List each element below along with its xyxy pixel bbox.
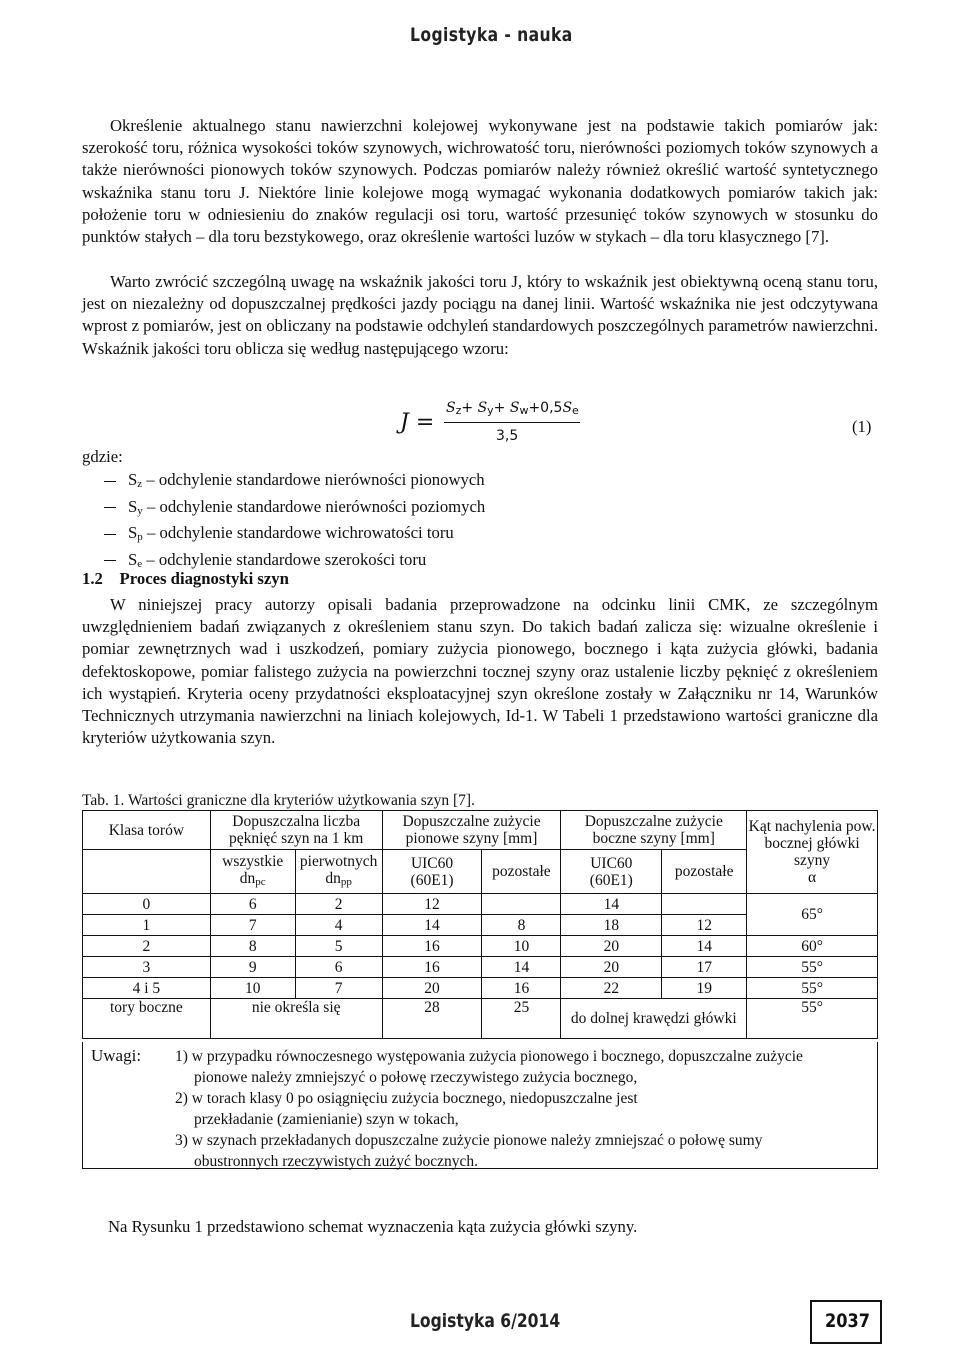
cell-pion-poz: 10 (482, 936, 561, 957)
page-number-box (810, 1300, 882, 1344)
cell-pion-poz: 25 (482, 999, 561, 1039)
header-klasa: Klasa torów (83, 811, 211, 850)
cell-pion-uic: 12 (382, 894, 482, 915)
note-line: przekładanie (zamienianie) szyn w tokach, (194, 1111, 459, 1128)
definition-item: Sz – odchylenie standardowe nierówności pionowych (104, 469, 485, 496)
cell-bocz-uic: 20 (561, 957, 662, 978)
table-caption: Tab. 1. Wartości graniczne dla kryteriów użytkowania szyn [7]. (82, 792, 475, 809)
formula-numerator: Sz+ Sy+ Sw+0,5Se (446, 400, 579, 417)
paragraph-quality-index: Warto zwrócić szczególną uwagę na wskaźnik jakości toru J, który to wskaźnik jest obiektywną oceną stanu toru, jest on niezależny od dopuszczalnej prędkości jazdy pociągu na danej linii. Wartość wskaźnika nie jest odczytywana wprost z pomiarów, jest on obliczany na podstawie odchyleń standardowych poszczególnych parametrów nawierzchni. Wskaźnik jakości toru oblicza się według następującego wzoru: (82, 272, 878, 358)
cell-pierwotnych: 7 (295, 978, 382, 999)
cell-wszystkie: 8 (210, 936, 295, 957)
cell-klasa: 1 (83, 915, 211, 936)
cell-klasa: 2 (83, 936, 211, 957)
cell-klasa: 0 (83, 894, 211, 915)
cell-boczne: do dolnej krawędzi główki (561, 999, 747, 1039)
cell-liczba: nie określa się (210, 999, 382, 1039)
dash-bullet (104, 507, 116, 508)
cell-pierwotnych: 5 (295, 936, 382, 957)
definition-item: Se – odchylenie standardowe szerokości toru (104, 549, 485, 576)
cell-wszystkie: 7 (210, 915, 295, 936)
cell-pion-uic: 16 (382, 936, 482, 957)
fraction-bar (444, 422, 580, 423)
cell-pion-uic: 20 (382, 978, 482, 999)
cell-wszystkie: 6 (210, 894, 295, 915)
cell-wszystkie: 10 (210, 978, 295, 999)
cell-klasa: 4 i 5 (83, 978, 211, 999)
definition-item: Sp – odchylenie standardowe wichrowatości toru (104, 522, 485, 549)
cell-angle: 60° (747, 936, 878, 957)
table-row (83, 978, 878, 999)
cell-angle: 55° (747, 978, 878, 999)
dash-bullet (104, 560, 116, 561)
cell-pierwotnych: 6 (295, 957, 382, 978)
cell-angle: 55° (747, 999, 878, 1039)
cell-bocz-uic: 20 (561, 936, 662, 957)
page-number: 2037 (825, 1310, 870, 1332)
where-label: gdzie: (82, 447, 123, 466)
subheader-pierwotnych: pierwotnych dnpp (295, 850, 382, 894)
cell-bocz-uic: 18 (561, 915, 662, 936)
cell-pierwotnych: 2 (295, 894, 382, 915)
cell-bocz-poz: 12 (662, 915, 747, 936)
note-line: obustronnych rzeczywistych zużyć bocznych. (194, 1153, 479, 1170)
table-row (83, 894, 878, 915)
section-heading: 1.2 Proces diagnostyki szyn (82, 569, 289, 588)
paragraph-rail-diagnostics: W niniejszej pracy autorzy opisali badania przeprowadzone na odcinku linii CMK, ze szczególnym uwzględnieniem badań związanych z określeniem stanu szyn. Do takich badań zalicza się: wizualne określenie i pomiar zewnętrznych wad i uszkodzeń, pomiary zużycia pionowego, bocznego i kąta zużycia główki, badania defektoskopowe, pomiar falistego zużycia na powierzchni tocznej szyny oraz ustalenie liczby pęknięć z określeniem ich wystąpień. Kryteria oceny przydatności eksploatacyjnej szyn określone zostały w Załączniku nr 14, Warunków Technicznych utrzymania nawierzchni na liniach kolejowych, Id-1. W Tabeli 1 przedstawiono wartości graniczne dla kryteriów użytkowania szyn. (82, 595, 878, 748)
dash-bullet (104, 534, 116, 535)
rail-limits-table (82, 810, 878, 1039)
header-kat: Kąt nachylenia pow. bocznej główki szyny α (747, 811, 878, 894)
cell-klasa: 3 (83, 957, 211, 978)
cell-pion-uic: 28 (382, 999, 482, 1039)
note-line: 2) w torach klasy 0 po osiągnięciu zużycia bocznego, niedopuszczalne jest (175, 1090, 638, 1107)
cell-bocz-poz: 14 (662, 936, 747, 957)
cell-pion-poz (482, 894, 561, 915)
cell-bocz-uic: 22 (561, 978, 662, 999)
table-row (83, 999, 878, 1039)
cell-wszystkie: 9 (210, 957, 295, 978)
cell-angle: 55° (747, 957, 878, 978)
header-boczne: Dopuszczalne zużycie boczne szyny [mm] (561, 811, 747, 850)
header-pekniecia: Dopuszczalna liczba pęknięć szyn na 1 km (210, 811, 382, 850)
table-notes (82, 1042, 878, 1169)
subheader-uic60-bocz: UIC60 (60E1) (561, 850, 662, 894)
note-line: 3) w szynach przekładanych dopuszczalne zużycie pionowe należy zmniejszać o połowę sumy (175, 1132, 763, 1149)
cell-angle-65: 65° (747, 894, 878, 936)
header-klasa-empty (83, 850, 211, 894)
table-row (83, 936, 878, 957)
cell-bocz-poz (662, 894, 747, 915)
equation-number: (1) (852, 417, 872, 436)
paragraph-measurements: Określenie aktualnego stanu nawierzchni kolejowej wykonywane jest na podstawie takich pomiarów jak: szerokość toru, różnica wysokości toków szynowych, wichrowatość toru, nierówności poziomych toków szynowych a także nierówności pionowych toków szynowych. Podczas pomiarów należy również określić wartość syntetycznego wskaźnika stanu toru J. Niektóre linie kolejowe mogą wymagać wykonania dodatkowych pomiarów takich jak: położenie toru w odniesieniu do znaków regulacji osi toru, wartość przesunięć toków szynowych w stosunku do punktów stałych – dla toru bezstykowego, oraz określenie wartości luzów w stykach – dla toru klasycznego [7]. (82, 116, 878, 247)
note-line: 1) w przypadku równoczesnego występowania zużycia pionowego i bocznego, dopuszczalne zużycie (175, 1048, 803, 1065)
subheader-pozostale-bocz: pozostałe (662, 850, 747, 894)
subheader-wszystkie: wszystkie dnpc (210, 850, 295, 894)
closing-sentence: Na Rysunku 1 przedstawiono schemat wyznaczenia kąta zużycia główki szyny. (108, 1217, 638, 1236)
cell-bocz-poz: 19 (662, 978, 747, 999)
table-row (83, 957, 878, 978)
note-line: pionowe należy zmniejszyć o połowę rzeczywistego zużycia bocznego, (194, 1069, 638, 1086)
cell-klasa: tory boczne (83, 999, 211, 1039)
cell-bocz-uic: 14 (561, 894, 662, 915)
definition-item: Sy – odchylenie standardowe nierówności poziomych (104, 496, 485, 523)
cell-pion-uic: 14 (382, 915, 482, 936)
formula-denominator: 3,5 (496, 428, 519, 444)
notes-label: Uwagi: (91, 1046, 142, 1065)
header-pionowe: Dopuszczalne zużycie pionowe szyny [mm] (382, 811, 561, 850)
cell-pion-uic: 16 (382, 957, 482, 978)
cell-pion-poz: 8 (482, 915, 561, 936)
dash-bullet (104, 481, 116, 482)
running-header: Logistyka - nauka (410, 24, 573, 46)
definition-list (104, 469, 485, 575)
cell-bocz-poz: 17 (662, 957, 747, 978)
subheader-uic60-pion: UIC60 (60E1) (382, 850, 482, 894)
subheader-pozostale-pion: pozostałe (482, 850, 561, 894)
formula-lhs: J = (400, 410, 435, 435)
cell-pierwotnych: 4 (295, 915, 382, 936)
footer-journal: Logistyka 6/2014 (410, 1310, 561, 1332)
cell-pion-poz: 14 (482, 957, 561, 978)
cell-pion-poz: 16 (482, 978, 561, 999)
